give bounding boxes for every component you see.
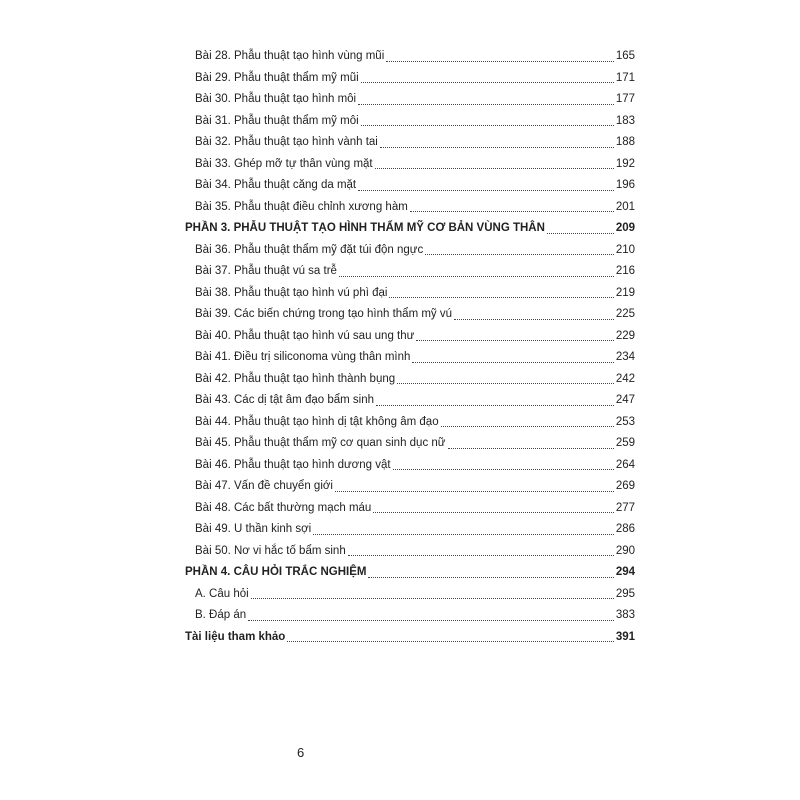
toc-entry-title: Bài 32. Phẫu thuật tạo hình vành tai <box>195 136 378 148</box>
toc-entry-page: 177 <box>615 93 635 105</box>
toc-entry-page: 290 <box>615 544 635 557</box>
toc-entry-lesson <box>185 261 635 283</box>
toc-entry-lesson <box>185 498 635 520</box>
toc-entry-lesson <box>185 541 635 563</box>
dot-leader <box>454 318 614 320</box>
dot-leader <box>380 146 614 148</box>
toc-entry-lesson <box>185 68 635 90</box>
dot-leader <box>393 468 614 470</box>
toc-entry-page: 201 <box>615 200 635 213</box>
toc-entry-title: Bài 45. Phẫu thuật thẩm mỹ cơ quan sinh dục nữ <box>195 437 446 449</box>
toc-entry-part <box>185 562 635 584</box>
dot-leader <box>287 640 613 642</box>
toc-entry-title: PHẦN 4. CÂU HỎI TRẮC NGHIỆM <box>185 566 367 578</box>
toc-entry-title: Bài 48. Các bất thường mạch máu <box>195 501 372 514</box>
dot-leader <box>389 296 613 298</box>
toc-entry-page: 253 <box>615 415 635 428</box>
dot-leader <box>448 447 614 449</box>
page-number: 6 <box>297 745 305 760</box>
dot-leader <box>368 576 613 578</box>
toc-entry-page: 247 <box>615 394 635 406</box>
toc-entry-lesson <box>185 304 635 326</box>
toc-entry-title: Bài 43. Các dị tật âm đạo bẩm sinh <box>195 394 374 406</box>
toc-entry-lesson <box>185 89 635 111</box>
toc-entry-lesson <box>185 154 635 176</box>
toc-entry-page: 383 <box>615 609 635 621</box>
toc-entry-title: Bài 44. Phẫu thuật tạo hình dị tật không âm đạo <box>195 415 439 428</box>
toc-entry-lesson <box>185 369 635 391</box>
toc-entry-title: Tài liệu tham khảo <box>185 630 286 643</box>
dot-leader <box>375 167 614 169</box>
toc-entry-page: 216 <box>615 265 635 277</box>
toc-entry-title: PHẦN 3. PHẪU THUẬT TẠO HÌNH THẨM MỸ CƠ BẢN VÙNG THÂN <box>185 222 545 234</box>
toc-entry-page: 165 <box>615 50 635 62</box>
dot-leader <box>361 81 614 83</box>
dot-leader <box>348 554 614 556</box>
toc-entry-lesson <box>185 240 635 262</box>
toc-entry-title: Bài 47. Vấn đề chuyển giới <box>195 480 333 492</box>
toc-entry-sub <box>185 584 635 606</box>
toc-entry-page: 210 <box>615 243 635 256</box>
toc-entry-lesson <box>185 433 635 455</box>
dot-leader <box>386 60 614 62</box>
dot-leader <box>361 124 614 126</box>
toc-entry-title: Bài 35. Phẫu thuật điều chỉnh xương hàm <box>195 200 408 213</box>
toc-entry-title: Bài 49. U thần kinh sợi <box>195 523 312 535</box>
toc-entry-page: 188 <box>615 136 635 148</box>
toc-entry-lesson <box>185 390 635 412</box>
toc-entry-page: 229 <box>615 329 635 342</box>
dot-leader <box>313 533 614 535</box>
toc-entry-title: Bài 33. Ghép mỡ tự thân vùng mặt <box>195 157 373 170</box>
toc-entry-title: B. Đáp án <box>195 609 247 621</box>
toc-entry-page: 183 <box>615 114 635 127</box>
dot-leader <box>376 404 614 406</box>
dot-leader <box>547 232 614 234</box>
toc-entry-lesson <box>185 455 635 477</box>
dot-leader <box>397 382 614 384</box>
dot-leader <box>410 210 614 212</box>
toc-entry-lesson <box>185 412 635 434</box>
toc-entry-ref <box>185 627 635 649</box>
toc-entry-lesson <box>185 347 635 369</box>
toc-entry-title: Bài 37. Phẫu thuật vú sa trễ <box>195 265 337 277</box>
toc-entry-page: 295 <box>615 587 635 600</box>
dot-leader <box>248 619 614 621</box>
toc-entry-title: Bài 31. Phẫu thuật thẩm mỹ môi <box>195 114 359 127</box>
toc-entry-page: 286 <box>615 523 635 535</box>
toc-entry-page: 234 <box>615 351 635 363</box>
toc-entry-page: 264 <box>615 458 635 471</box>
toc-entry-title: Bài 41. Điều trị siliconoma vùng thân mình <box>195 351 411 363</box>
toc-entry-title: Bài 40. Phẫu thuật tạo hình vú sau ung thư <box>195 329 415 342</box>
toc-entry-lesson <box>185 326 635 348</box>
toc-entry-title: Bài 36. Phẫu thuật thẩm mỹ đặt túi độn ngực <box>195 243 424 256</box>
dot-leader <box>425 253 614 255</box>
toc-entry-lesson <box>185 197 635 219</box>
dot-leader <box>441 425 614 427</box>
dot-leader <box>335 490 614 492</box>
toc-entry-page: 242 <box>615 372 635 385</box>
toc-entry-part <box>185 218 635 240</box>
toc-entry-title: Bài 30. Phẫu thuật tạo hình môi <box>195 93 357 105</box>
toc-entry-title: Bài 38. Phẫu thuật tạo hình vú phì đại <box>195 286 388 299</box>
toc-entry-sub <box>185 605 635 627</box>
toc-entry-title: Bài 34. Phẫu thuật căng da mặt <box>195 179 357 191</box>
toc-entry-title: Bài 46. Phẫu thuật tạo hình dương vật <box>195 458 391 471</box>
toc-entry-title: Bài 42. Phẫu thuật tạo hình thành bụng <box>195 372 396 385</box>
table-of-contents <box>185 46 635 648</box>
dot-leader <box>358 189 614 191</box>
toc-entry-lesson <box>185 175 635 197</box>
dot-leader <box>412 361 613 363</box>
toc-entry-page: 277 <box>615 501 635 514</box>
dot-leader <box>251 597 614 599</box>
toc-entry-page: 259 <box>615 437 635 449</box>
toc-entry-page: 209 <box>615 222 635 234</box>
toc-entry-page: 196 <box>615 179 635 191</box>
toc-entry-title: Bài 28. Phẫu thuật tạo hình vùng mũi <box>195 50 385 62</box>
book-page <box>125 0 675 800</box>
toc-entry-page: 171 <box>615 71 635 84</box>
toc-entry-page: 219 <box>615 286 635 299</box>
dot-leader <box>358 103 614 105</box>
toc-entry-page: 294 <box>615 566 635 578</box>
toc-entry-title: Bài 50. Nơ vi hắc tố bẩm sinh <box>195 544 346 557</box>
dot-leader <box>373 511 613 513</box>
toc-entry-lesson <box>185 283 635 305</box>
toc-entry-title: Bài 39. Các biến chứng trong tạo hình thẩm mỹ vú <box>195 308 453 320</box>
dot-leader <box>416 339 613 341</box>
toc-entry-title: A. Câu hỏi <box>195 587 249 600</box>
toc-entry-page: 225 <box>615 308 635 320</box>
toc-entry-lesson <box>185 46 635 68</box>
toc-entry-title: Bài 29. Phẫu thuật thẩm mỹ mũi <box>195 71 359 84</box>
toc-entry-lesson <box>185 132 635 154</box>
toc-entry-lesson <box>185 519 635 541</box>
toc-entry-page: 192 <box>615 157 635 170</box>
toc-entry-lesson <box>185 476 635 498</box>
toc-entry-lesson <box>185 111 635 133</box>
toc-entry-page: 269 <box>615 480 635 492</box>
toc-entry-page: 391 <box>615 630 635 643</box>
dot-leader <box>339 275 614 277</box>
